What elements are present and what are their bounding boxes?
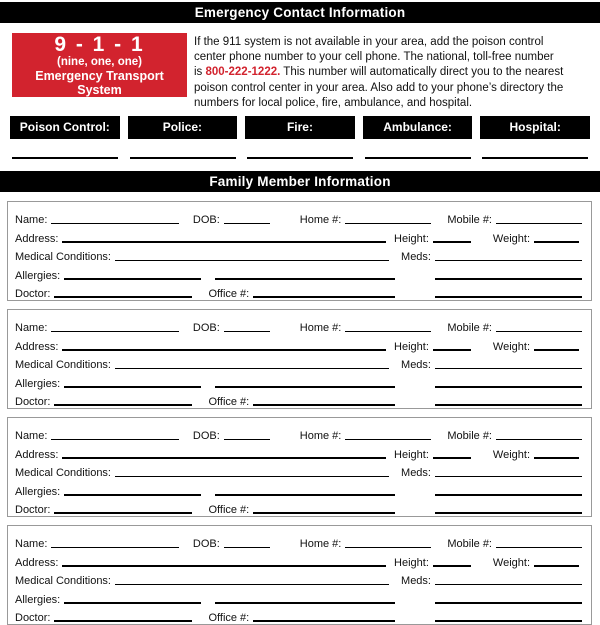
- allergies-fill-line: [64, 494, 201, 496]
- doctor-label: Doctor:: [15, 503, 51, 516]
- poison-control-phone-number: 800-222-1222.: [205, 66, 281, 79]
- weight-fill-line: [534, 241, 579, 243]
- member-row-doctor: [15, 282, 584, 300]
- meds-fill-line: [435, 584, 582, 586]
- address-fill-line: [62, 565, 386, 567]
- height-fill-line: [433, 349, 471, 351]
- office-phone-label: Office #:: [208, 395, 250, 408]
- allergies-fill-line: [64, 278, 201, 280]
- member-row-allergies: [15, 371, 584, 389]
- dob-label: DOB:: [192, 430, 220, 443]
- home-phone-label: Home #:: [299, 430, 342, 443]
- doctor-fill-line: [54, 404, 192, 406]
- contact-label-poison-control: Poison Control:: [10, 116, 120, 139]
- meds-continuation-fill-line: [435, 620, 582, 622]
- name-label: Name:: [15, 214, 48, 227]
- member-row-identity: [15, 208, 584, 226]
- 911-pronunciation: (nine, one, one): [57, 55, 142, 68]
- allergies-extra-fill-line: [215, 494, 395, 496]
- office-phone-fill-line: [253, 512, 395, 514]
- meds-label: Meds:: [401, 467, 431, 480]
- address-fill-line: [62, 457, 386, 459]
- member-row-identity: [15, 424, 584, 442]
- doctor-label: Doctor:: [15, 611, 51, 624]
- mobile-phone-fill-line: [496, 331, 582, 333]
- member-row-identity: [15, 532, 584, 550]
- office-phone-label: Office #:: [208, 503, 250, 516]
- address-fill-line: [62, 241, 386, 243]
- contact-fill-cell-poison-control: [10, 157, 120, 159]
- 911-number: 9 - 1 - 1: [54, 32, 145, 56]
- dob-fill-line: [224, 223, 270, 225]
- meds-label: Meds:: [401, 251, 431, 264]
- contact-fill-line-ambulance: [365, 157, 471, 159]
- weight-fill-line: [534, 565, 579, 567]
- medical-conditions-fill-line: [115, 584, 389, 586]
- address-label: Address:: [15, 556, 59, 569]
- home-phone-label: Home #:: [299, 538, 342, 551]
- doctor-label: Doctor:: [15, 395, 51, 408]
- office-phone-label: Office #:: [208, 611, 250, 624]
- medical-conditions-label: Medical Conditions:: [15, 359, 111, 372]
- member-row-address: [15, 550, 584, 568]
- address-label: Address:: [15, 232, 59, 245]
- contact-fill-line-hospital: [482, 157, 588, 159]
- contact-label-ambulance: Ambulance:: [363, 116, 473, 139]
- meds-label: Meds:: [401, 359, 431, 372]
- home-phone-label: Home #:: [299, 322, 342, 335]
- mobile-phone-label: Mobile #:: [447, 322, 492, 335]
- member-row-allergies: [15, 587, 584, 605]
- height-label: Height:: [394, 556, 429, 569]
- contact-label-police: Police:: [128, 116, 238, 139]
- 911-system-label: Emergency Transport System: [35, 68, 164, 97]
- name-label: Name:: [15, 538, 48, 551]
- allergies-extra-fill-line: [215, 386, 395, 388]
- emergency-911-box: [12, 33, 187, 97]
- intro-section: [0, 33, 600, 111]
- mobile-phone-fill-line: [496, 439, 582, 441]
- allergies-label: Allergies:: [15, 269, 61, 282]
- instructions-text: [194, 33, 563, 111]
- home-phone-fill-line: [345, 223, 431, 225]
- instructions-line: If the 911 system is not available in your area, add the poison control: [194, 36, 544, 48]
- name-fill-line: [51, 439, 178, 441]
- mobile-phone-label: Mobile #:: [447, 538, 492, 551]
- member-row-allergies: [15, 263, 584, 281]
- name-fill-line: [51, 547, 178, 549]
- member-row-address: [15, 226, 584, 244]
- medical-conditions-label: Medical Conditions:: [15, 467, 111, 480]
- contact-fill-cell-police: [128, 157, 238, 159]
- name-fill-line: [51, 331, 178, 333]
- meds-fill-line: [435, 368, 582, 370]
- home-phone-label: Home #:: [299, 214, 342, 227]
- contact-fill-cell-ambulance: [363, 157, 473, 159]
- height-label: Height:: [394, 448, 429, 461]
- medical-conditions-fill-line: [115, 260, 389, 262]
- weight-label: Weight:: [492, 448, 530, 461]
- contact-fill-line-police: [130, 157, 236, 159]
- meds-continuation-fill-line: [435, 494, 582, 496]
- height-label: Height:: [394, 340, 429, 353]
- name-label: Name:: [15, 430, 48, 443]
- mobile-phone-fill-line: [496, 547, 582, 549]
- allergies-fill-line: [64, 386, 201, 388]
- meds-label: Meds:: [401, 575, 431, 588]
- member-row-medical: [15, 353, 584, 371]
- contact-fill-line-fire: [247, 157, 353, 159]
- dob-label: DOB:: [192, 538, 220, 551]
- weight-label: Weight:: [492, 556, 530, 569]
- document-title-bar: [0, 2, 600, 23]
- height-fill-line: [433, 241, 471, 243]
- meds-fill-line: [435, 476, 582, 478]
- member-row-medical: [15, 245, 584, 263]
- instructions-line: is 800-222-1222. This number will automatically direct you to the nearest: [194, 66, 564, 79]
- meds-continuation-fill-line: [435, 278, 582, 280]
- height-fill-line: [433, 565, 471, 567]
- doctor-label: Doctor:: [15, 287, 51, 300]
- name-label: Name:: [15, 322, 48, 335]
- doctor-fill-line: [54, 296, 192, 298]
- member-row-address: [15, 442, 584, 460]
- member-row-identity: [15, 316, 584, 334]
- contact-fill-lines-row: [10, 157, 590, 159]
- member-row-doctor: [15, 498, 584, 516]
- allergies-fill-line: [64, 602, 201, 604]
- meds-fill-line: [435, 260, 582, 262]
- address-label: Address:: [15, 340, 59, 353]
- allergies-label: Allergies:: [15, 377, 61, 390]
- home-phone-fill-line: [345, 547, 431, 549]
- office-phone-fill-line: [253, 296, 395, 298]
- family-member-card: [7, 525, 592, 625]
- mobile-phone-label: Mobile #:: [447, 214, 492, 227]
- medical-conditions-fill-line: [115, 476, 389, 478]
- contact-fill-cell-hospital: [480, 157, 590, 159]
- contact-label-hospital: Hospital:: [480, 116, 590, 139]
- address-label: Address:: [15, 448, 59, 461]
- allergies-extra-fill-line: [215, 278, 395, 280]
- home-phone-fill-line: [345, 439, 431, 441]
- office-phone-label: Office #:: [208, 287, 250, 300]
- dob-fill-line: [224, 331, 270, 333]
- weight-label: Weight:: [492, 340, 530, 353]
- member-row-medical: [15, 461, 584, 479]
- emergency-contact-form: [0, 2, 600, 625]
- mobile-phone-fill-line: [496, 223, 582, 225]
- member-row-doctor: [15, 606, 584, 624]
- office-phone-fill-line: [253, 404, 395, 406]
- dob-fill-line: [224, 439, 270, 441]
- allergies-label: Allergies:: [15, 593, 61, 606]
- contact-labels-row: [10, 116, 590, 139]
- instructions-line: center phone number to your cell phone. The national, toll-free number: [194, 51, 554, 64]
- contact-fill-cell-fire: [245, 157, 355, 159]
- mobile-phone-label: Mobile #:: [447, 430, 492, 443]
- address-fill-line: [62, 349, 386, 351]
- family-section-bar: [0, 171, 600, 192]
- instructions-line: numbers for local police, fire, ambulance, and hospital.: [194, 96, 473, 109]
- family-member-card: [7, 201, 592, 301]
- family-members: [0, 201, 600, 625]
- name-fill-line: [51, 223, 178, 225]
- meds-continuation-fill-line: [435, 512, 582, 514]
- allergies-extra-fill-line: [215, 602, 395, 604]
- height-label: Height:: [394, 232, 429, 245]
- member-row-medical: [15, 569, 584, 587]
- weight-label: Weight:: [492, 232, 530, 245]
- height-fill-line: [433, 457, 471, 459]
- contact-label-fire: Fire:: [245, 116, 355, 139]
- member-row-address: [15, 334, 584, 352]
- weight-fill-line: [534, 349, 579, 351]
- doctor-fill-line: [54, 620, 192, 622]
- dob-label: DOB:: [192, 214, 220, 227]
- medical-conditions-label: Medical Conditions:: [15, 251, 111, 264]
- family-section-title: Family Member Information: [209, 174, 391, 190]
- medical-conditions-label: Medical Conditions:: [15, 575, 111, 588]
- dob-label: DOB:: [192, 322, 220, 335]
- medical-conditions-fill-line: [115, 368, 389, 370]
- home-phone-fill-line: [345, 331, 431, 333]
- family-member-card: [7, 309, 592, 409]
- meds-continuation-fill-line: [435, 404, 582, 406]
- meds-continuation-fill-line: [435, 296, 582, 298]
- meds-continuation-fill-line: [435, 386, 582, 388]
- office-phone-fill-line: [253, 620, 395, 622]
- document-title: Emergency Contact Information: [194, 5, 406, 20]
- meds-continuation-fill-line: [435, 602, 582, 604]
- member-row-allergies: [15, 479, 584, 497]
- contact-fill-line-poison-control: [12, 157, 118, 159]
- weight-fill-line: [534, 457, 579, 459]
- doctor-fill-line: [54, 512, 192, 514]
- instructions-line: poison control center in your area. Also add to your phone’s directory the: [194, 81, 564, 94]
- member-row-doctor: [15, 390, 584, 408]
- allergies-label: Allergies:: [15, 485, 61, 498]
- family-member-card: [7, 417, 592, 517]
- dob-fill-line: [224, 547, 270, 549]
